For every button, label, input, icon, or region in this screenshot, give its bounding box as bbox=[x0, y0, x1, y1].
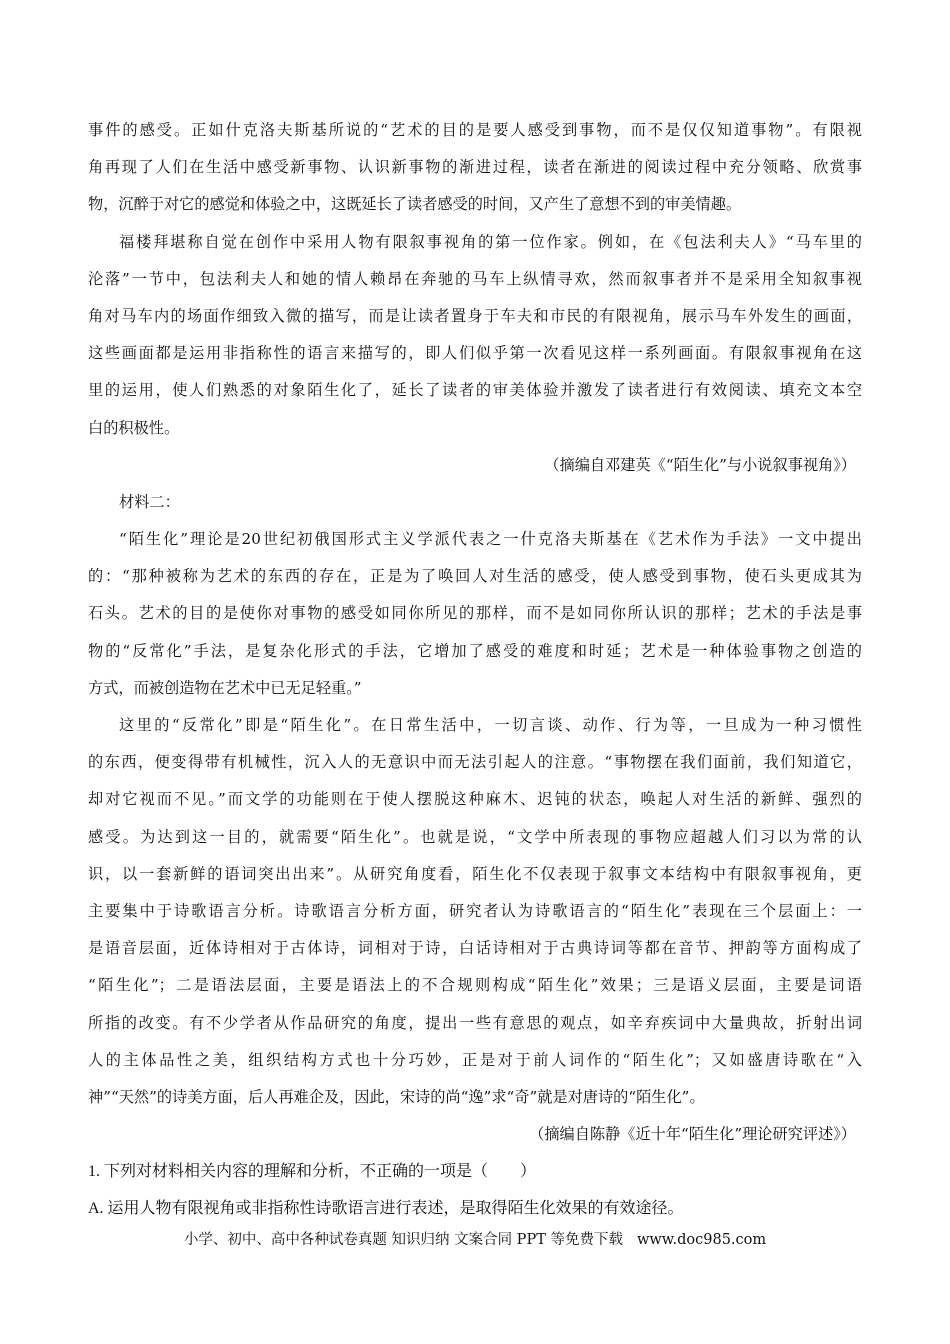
text-line: 识，以一套新鲜的语词突出出来”。从研究角度看，陌生化不仅表现于叙事文本结构中有限叙事视角，更 bbox=[88, 864, 862, 883]
text-line: 石头。艺术的目的是使你对事物的感受如同你所见的那样，而不是如同你所认识的那样；艺术的手法是事 bbox=[88, 604, 862, 623]
question-1-option-a: A. 运用人物有限视角或非指称性诗歌语言进行表述，是取得陌生化效果的有效途径。 bbox=[88, 1200, 684, 1218]
text-line: 的东西，便变得带有机械性，沉入人的无意识中而无法引起人的注意。“事物摆在我们面前，我们知道它， bbox=[88, 753, 862, 772]
text-line: 是语音层面，近体诗相对于古体诗，词相对于诗，白话诗相对于古典诗词等都在音节、押韵等方面构成了 bbox=[88, 939, 862, 958]
paragraph-4 bbox=[88, 707, 862, 1116]
text-line: 福楼拜堪称自觉在创作中采用人物有限叙事视角的第一位作家。例如，在《包法利夫人》“马车里的 bbox=[119, 232, 862, 251]
text-line: 神”“天然”的诗美方面，后人再难企及，因此，宋诗的尚“逸”求“奇”就是对唐诗的“陌生化”。 bbox=[88, 1087, 705, 1106]
footer-url[interactable]: www.doc985.com bbox=[636, 1232, 767, 1248]
text-line: 白的积极性。 bbox=[88, 418, 180, 437]
paragraph-2 bbox=[88, 224, 862, 447]
footer-text: 小学、初中、高中各种试卷真题 知识归纳 文案合同 PPT 等免费下载 bbox=[183, 1232, 623, 1248]
source-citation-1: （摘编自邓建英《“陌生化”与小说叙事视角》） bbox=[544, 455, 856, 474]
text-line: 的：“那种被称为艺术的东西的存在，正是为了唤回人对生活的感受，使人感受到事物，使石头更成其为 bbox=[88, 567, 862, 586]
text-line: 方式，而被创造物在艺术中已无足轻重。” bbox=[88, 678, 362, 697]
text-line: 物的“反常化”手法，是复杂化形式的手法，它增加了感受的难度和时延；艺术是一种体验事物之创造的 bbox=[88, 641, 862, 660]
text-line: 却对它视而不见。”而文学的功能则在于使人摆脱这种麻木、迟钝的状态，唤起人对生活的新鲜、强烈的 bbox=[88, 790, 862, 809]
question-1: 1. 下列对材料相关内容的理解和分析，不正确的一项是（ ） bbox=[88, 1163, 537, 1181]
page-footer bbox=[0, 1228, 950, 1252]
material-2-label: 材料二： bbox=[119, 492, 180, 511]
source-citation-2: （摘编自陈静《近十年“陌生化”理论研究评述》） bbox=[529, 1125, 856, 1144]
text-line: 人的主体品性之美，组织结构方式也十分巧妙，正是对于前人词作的“陌生化”；又如盛唐诗歌在“入 bbox=[88, 1050, 862, 1069]
document-body bbox=[88, 112, 862, 1228]
text-line: 沦落”一节中，包法利夫人和她的情人赖昂在奔驰的马车上纵情寻欢，然而叙事者并不是采用全知叙事视 bbox=[88, 269, 862, 288]
text-line: 感受。为达到这一目的，就需要“陌生化”。也就是说，“文学中所表现的事物应超越人们习以为常的认 bbox=[88, 827, 862, 846]
text-line: 这里的“反常化”即是“陌生化”。在日常生活中，一切言谈、动作、行为等，一旦成为一种习惯性 bbox=[119, 716, 862, 734]
text-line: 物，沉醉于对它的感觉和体验之中，这既延长了读者感受的时间，又产生了意想不到的审美情趣。 bbox=[88, 195, 742, 214]
text-line: 里的运用，使人们熟悉的对象陌生化了，延长了读者的审美体验并激发了读者进行有效阅读、填充文本空 bbox=[88, 381, 862, 400]
text-line: 这些画面都是运用非指称性的语言来描写的，即人们似乎第一次看见这样一系列画面。有限叙事视角在这 bbox=[88, 344, 862, 363]
text-line: 角再现了人们在生活中感受新事物、认识新事物的渐进过程，读者在渐进的阅读过程中充分领略、欣赏事 bbox=[88, 158, 862, 177]
text-line: “陌生化”；二是语法层面，主要是语法上的不合规则构成“陌生化”效果；三是语义层面，主要是词语 bbox=[88, 976, 862, 995]
paragraph-1 bbox=[88, 112, 862, 224]
text-line: “陌生化”理论是20世纪初俄国形式主义学派代表之一什克洛夫斯基在《艺术作为手法》一文中提出 bbox=[119, 530, 862, 549]
text-line: 主要集中于诗歌语言分析。诗歌语言分析方面，研究者认为诗歌语言的“陌生化”表现在三个层面上：一 bbox=[88, 901, 862, 920]
text-line: 所指的改变。有不少学者从作品研究的角度，提出一些有意思的观点，如辛弃疾词中大量典故，折射出词 bbox=[88, 1013, 862, 1032]
paragraph-3 bbox=[88, 521, 862, 707]
text-line: 角对马车内的场面作细致入微的描写，而是让读者置身于车夫和市民的有限视角，展示马车外发生的画面， bbox=[88, 306, 862, 325]
text-line: 事件的感受。正如什克洛夫斯基所说的“艺术的目的是要人感受到事物，而不是仅仅知道事物”。有限视 bbox=[88, 121, 862, 139]
